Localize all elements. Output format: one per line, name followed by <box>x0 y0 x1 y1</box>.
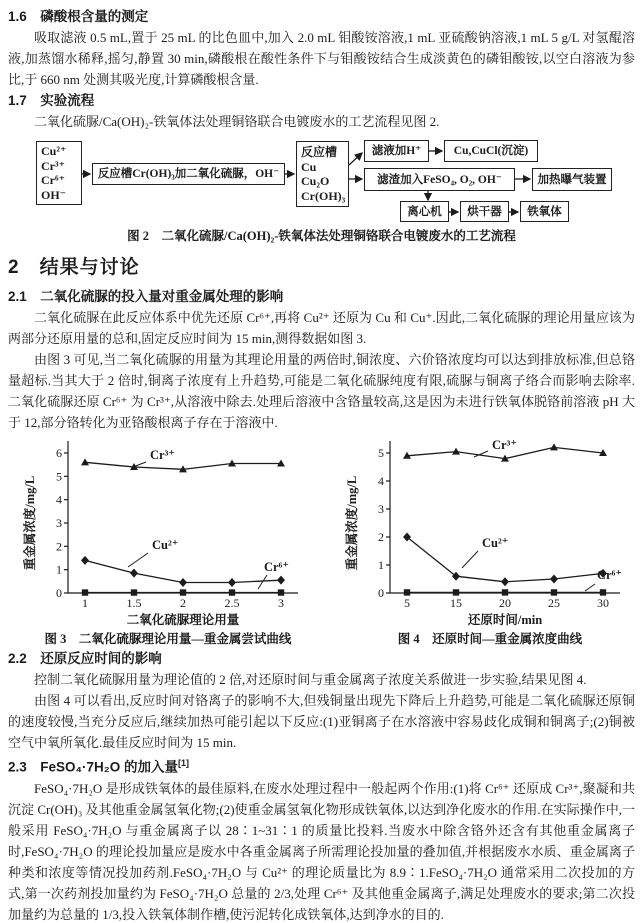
x-tick-label: 2.5 <box>224 596 240 610</box>
x-tick-label: 20 <box>499 596 511 610</box>
series-label: Cr⁶⁺ <box>264 560 289 574</box>
flow-box-reactor1: 反应槽Cr(OH)₃加二氧化硫脲，OH⁻ <box>92 163 285 185</box>
marker-square <box>82 589 88 595</box>
marker-square <box>600 589 606 595</box>
y-tick-label: 5 <box>378 446 384 460</box>
flow-box-line: OH⁻ <box>41 187 67 202</box>
flow-box-line: Cr³⁺ <box>41 158 65 173</box>
y-tick-label: 1 <box>56 562 62 577</box>
marker-diamond <box>452 572 460 581</box>
para-2-2-a: 控制二氧化硫脲用量为理论值的 2 倍,对还原时间与重金属离子浓度关系做进一步实验,结果见图 4. <box>34 672 587 687</box>
para-2-2-b: 由图 4 可以看出,反应时间对铬离子的影响不大,但残铜量出现先下降后上升趋势,可能是二氧化硫脲还原铜的速度较慢,当充分反应后,继续加热可能引起以下反应:(1)亚铜离子在水溶液中容易歧化成铜和铜离子;(2)铜被空气中氧所氧化.最佳反应时间为 15 min. <box>8 693 635 750</box>
flow-box-precipitate: Cu,CuCl(沉淀) <box>444 140 538 162</box>
flow-box-ferrite: 铁氧体 <box>520 201 569 222</box>
figure4-caption: 图 4 还原时间—重金属浓度曲线 <box>397 632 583 646</box>
marker-diamond <box>403 533 411 542</box>
series-0 <box>81 458 285 472</box>
marker-square <box>551 589 557 595</box>
y-tick-label: 4 <box>56 492 62 507</box>
flow-box-dryer: 烘干器 <box>460 201 509 222</box>
series-label: Cr³⁺ <box>150 448 175 462</box>
marker-square <box>278 589 284 595</box>
series-label-leader <box>133 462 146 467</box>
x-tick-label: 1.5 <box>126 596 142 610</box>
series-label: Cr⁶⁺ <box>597 568 622 582</box>
figure2-flowchart <box>8 135 635 225</box>
marker-triangle <box>452 448 460 455</box>
x-tick-label: 15 <box>450 596 462 610</box>
flow-box-centrifuge: 离心机 <box>400 201 449 222</box>
arrow-reactor2-to-filtrate <box>349 153 362 165</box>
heading-2-2: 2.2 还原反应时间的影响 <box>8 651 162 666</box>
figure3-caption: 图 3 二氧化硫脲理论用量—重金属尝试曲线 <box>44 632 292 646</box>
para-1-6: 吸取滤液 0.5 mL,置于 25 mL 的比色皿中,加入 2.0 mL 钼酸铵溶液,1 mL 亚硫酸钠溶液,1 mL 5 g/L 对氢醌溶液,加蒸馏水稀释,摇匀,静置 30 min,磷酸根在酸性条件下与钼酸铵结合生成淡黄色的磷钼酸铵,以空白溶液为参比,于 660 nm 处测其吸光度,计算磷酸根含量. <box>8 30 635 87</box>
marker-square <box>229 589 235 595</box>
heading-2-3-text: 2.3 FeSO₄·7H₂O 的加入量 <box>8 759 178 775</box>
series-2 <box>82 589 284 595</box>
marker-diamond <box>81 556 89 565</box>
x-tick-label: 25 <box>548 596 560 610</box>
marker-square <box>180 589 186 595</box>
marker-diamond <box>130 569 138 578</box>
y-tick-label: 0 <box>378 586 384 600</box>
y-axis-title: 重金属浓度/mg/L <box>23 475 37 571</box>
series-label-leader <box>258 575 267 589</box>
heading-2-3-citation: [1] <box>177 758 189 768</box>
y-tick-label: 3 <box>56 516 62 530</box>
x-tick-label: 30 <box>597 596 609 610</box>
flow-box-line: Cr⁶⁺ <box>41 173 65 187</box>
flow-box-residue: 滤渣加入FeSO₄, O₂, OH⁻ <box>364 168 515 191</box>
series-label-leader <box>128 553 148 567</box>
flow-box-influent <box>36 141 82 205</box>
figure3 <box>22 437 314 648</box>
series-label: Cr³⁺ <box>492 438 517 452</box>
marker-triangle <box>81 458 89 465</box>
heading-2: 2 结果与讨论 <box>8 257 140 278</box>
para-2-1-b: 由图 3 可见,当二氧化硫脲的用量为其理论用量的两倍时,铜浓度、六价铬浓度均可以达到排放标准,但总铬量超标.当其大于 2 倍时,铜离子浓度有上升趋势,可能是二氧化硫脲纯度有限,硫脲与铜离子络合而影响去除率.二氧化硫脲还原 Cr⁶⁺ 为 Cr³⁺,从溶液中除去.处理后溶液中含铬量较高,这是因为未进行铁氧体脱铬前溶液 pH 大于 12,部分铬转化为亚铬酸根离子存在于溶液中. <box>8 352 635 430</box>
y-tick-label: 1 <box>378 558 384 572</box>
figure2-caption: 图 2 二氧化硫脲/Ca(OH)₂-铁氧体法处理铜铬联合电镀废水的工艺流程 <box>127 229 516 243</box>
series-2 <box>404 589 606 595</box>
heading-2-3 <box>8 753 635 778</box>
para-1-7: 二氧化硫脲/Ca(OH)₂-铁氧体法处理铜铬联合电镀废水的工艺流程见图 2. <box>34 114 440 129</box>
y-axis-title: 重金属浓度/mg/L <box>345 475 359 571</box>
x-axis-title: 还原时间/min <box>467 613 543 627</box>
flow-box-filtrate: 滤液加H⁺ <box>364 140 429 162</box>
flow-box-aeration: 加热曝气装置 <box>532 168 612 191</box>
x-tick-label: 3 <box>278 596 284 610</box>
y-tick-label: 2 <box>378 530 384 544</box>
flow-box-reactor2 <box>296 141 349 207</box>
series-label-leader <box>585 584 595 591</box>
figure3-plot <box>22 437 314 629</box>
y-tick-label: 6 <box>56 446 62 460</box>
marker-diamond <box>228 578 236 587</box>
marker-diamond <box>550 575 558 584</box>
x-tick-label: 5 <box>404 596 410 610</box>
heading-1-7: 1.7 实验流程 <box>8 93 95 108</box>
para-2-1-a: 二氧化硫脲在此反应体系中优先还原 Cr⁶⁺,再将 Cu²⁺ 还原为 Cu 和 Cu⁺.因此,二氧化硫脲的理论用量应该为两部分还原用量的总和,固定反应时间为 15 min,测得数据如图 3. <box>8 310 635 346</box>
figure4-plot <box>344 437 636 629</box>
series-label: Cu²⁺ <box>482 536 509 550</box>
flow-box-line: Cr(OH)₃ <box>301 188 346 203</box>
marker-square <box>131 589 137 595</box>
y-tick-label: 5 <box>56 469 62 484</box>
x-tick-label: 1 <box>82 596 88 610</box>
y-tick-label: 3 <box>378 502 384 516</box>
marker-diamond <box>501 577 509 586</box>
x-axis-title: 二氧化硫脲理论用量 <box>126 613 240 627</box>
heading-1-6: 1.6 磷酸根含量的测定 <box>8 9 149 24</box>
series-label-leader <box>462 551 478 568</box>
marker-triangle <box>550 443 558 450</box>
y-tick-label: 4 <box>378 474 384 488</box>
marker-square <box>502 589 508 595</box>
series-1 <box>81 556 285 587</box>
flow-box-line: 反应槽 <box>301 145 338 159</box>
y-tick-label: 0 <box>56 586 62 600</box>
series-label: Cu²⁺ <box>152 538 179 552</box>
heading-2-1: 2.1 二氧化硫脲的投入量对重金属处理的影响 <box>8 289 284 304</box>
flow-box-line: Cu²⁺ <box>41 144 67 158</box>
y-tick-label: 2 <box>56 539 62 554</box>
marker-diamond <box>179 578 187 587</box>
figures-3-4-row <box>8 437 635 648</box>
x-tick-label: 2 <box>180 596 186 610</box>
axes <box>386 441 620 593</box>
flow-box-line: Cu₂O <box>301 174 330 188</box>
flow-box-line: Cu <box>301 159 317 174</box>
marker-square <box>453 589 459 595</box>
marker-diamond <box>277 576 285 585</box>
para-2-3: FeSO₄·7H₂O 是形成铁氧体的最佳原料,在废水处理过程中一般起两个作用:(1)将 Cr⁶⁺ 还原成 Cr³⁺,聚凝和共沉淀 Cr(OH)₃ 及其他重金属氢氧化物;(2)使重金属氢氧化物形成铁氧体,以达到净化废水的作用.在实际操作中,一般采用 FeSO₄·7H₂O 与重金属离子以 28∶1~31∶1 的质量比投料.当废水中除含铬外还含有其他重金属离子时,FeSO₄·7H₂O 的理论投加量应是废水中各重金属离子所需理论投加量的叠加值,并根据废水水质、重金属离子种类和浓度等情况投加药剂.FeSO₄·7H₂O 与 Cu²⁺ 的理论质量比为 8.9∶1.FeSO₄·7H₂O 通常采用二次投加的方式,第一次药剂投加量约为 FeSO₄·7H₂O 总量的 2/3,处理 Cr⁶⁺ 及其他重金属离子,满足处理废水的要求;第二次投加量约为总量的 1/3,投入铁氧体制作槽,使污泥转化成铁氧体,达到净水的目的. <box>8 780 635 922</box>
marker-square <box>404 589 410 595</box>
figure4 <box>344 437 636 648</box>
